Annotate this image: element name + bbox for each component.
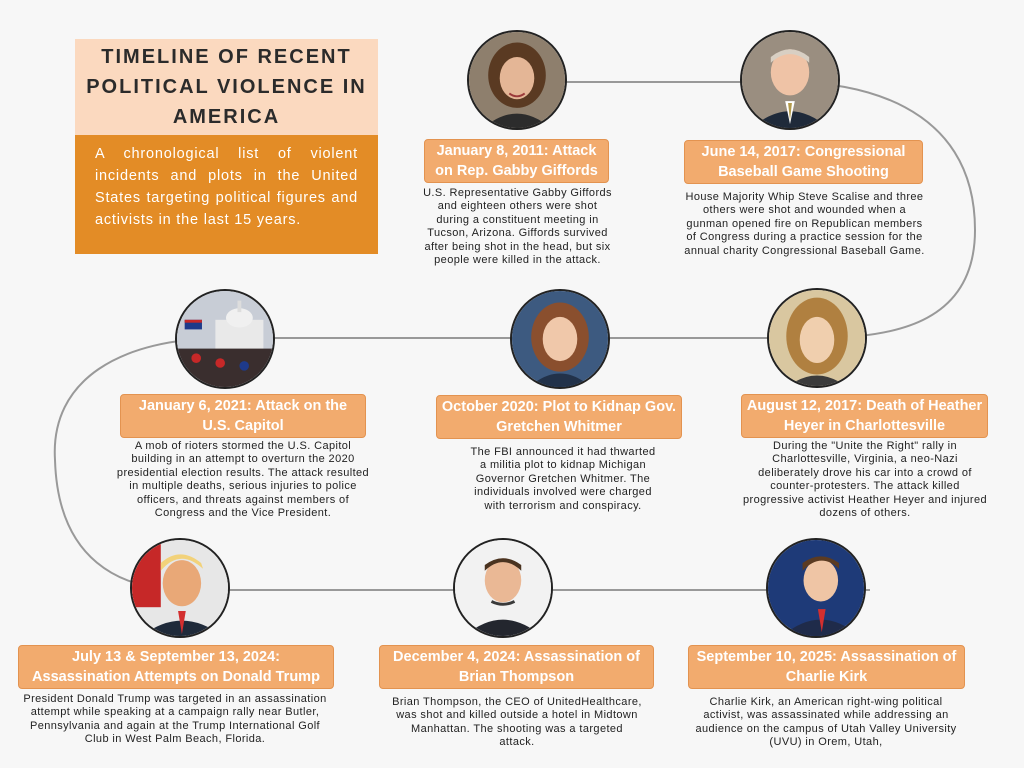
steve-scalise-photo bbox=[740, 30, 840, 130]
gabby-giffords-photo bbox=[467, 30, 567, 130]
us-capitol-photo bbox=[175, 289, 275, 389]
event-description-trump: President Donald Trump was targeted in an assassination attempt while speaking at a campaign rally near Butler, Pennsylvania and again at the Trump International Golf Club in West Palm Beach, Florida. bbox=[23, 693, 327, 746]
event-description-whitmer: The FBI announced it had thwarted a militia plot to kidnap Michigan Governor Gretchen Whitmer. The individuals involved were charged with terrorism and conspiracy. bbox=[470, 446, 656, 512]
event-heading-scalise: June 14, 2017: Congressional Baseball Game Shooting bbox=[684, 140, 923, 184]
event-heading-kirk: September 10, 2025: Assassination of Charlie Kirk bbox=[688, 645, 965, 689]
brian-thompson-photo bbox=[453, 538, 553, 638]
event-description-capitol: A mob of rioters stormed the U.S. Capitol building in an attempt to overturn the 2020 presidential election results. The attack resulted in multiple deaths, serious injuries to police officers, and threats against members of Congress and the Vice President. bbox=[116, 440, 370, 520]
event-heading-heyer: August 12, 2017: Death of Heather Heyer in Charlottesville bbox=[741, 394, 988, 438]
page-subtitle: A chronological list of violent incidents and plots in the United States targeting political figures and activists in the last 15 years. bbox=[95, 146, 358, 228]
title-box bbox=[75, 39, 378, 135]
event-description-scalise: House Majority Whip Steve Scalise and three others were shot and wounded when a gunman opened fire on Republican members of Congress during a practice session for the annual charity Congressional Baseball Game. bbox=[684, 191, 925, 257]
event-description-giffords: U.S. Representative Gabby Giffords and eighteen others were shot during a constituent meeting in Tucson, Arizona. Giffords survived after being shot in the head, but six people were killed in the attack. bbox=[423, 187, 612, 267]
event-description-heyer: During the "Unite the Right" rally in Charlottesville, Virginia, a neo-Nazi deliberately drove his car into a crowd of counter-protesters. The attack killed progressive activist Heather Heyer and injured dozens of others. bbox=[742, 440, 987, 520]
gretchen-whitmer-photo bbox=[510, 289, 610, 389]
charlie-kirk-photo bbox=[766, 538, 866, 638]
event-heading-capitol: January 6, 2021: Attack on the U.S. Capitol bbox=[120, 394, 366, 438]
heather-heyer-photo bbox=[767, 288, 867, 388]
event-heading-thompson: December 4, 2024: Assassination of Brian Thompson bbox=[379, 645, 654, 689]
subtitle-box bbox=[75, 135, 378, 254]
donald-trump-photo bbox=[130, 538, 230, 638]
event-heading-giffords: January 8, 2011: Attack on Rep. Gabby Giffords bbox=[424, 139, 609, 183]
event-heading-whitmer: October 2020: Plot to Kidnap Gov. Gretchen Whitmer bbox=[436, 395, 682, 439]
event-description-thompson: Brian Thompson, the CEO of UnitedHealthcare, was shot and killed outside a hotel in Midtown Manhattan. The shooting was a targeted attack. bbox=[392, 696, 642, 749]
event-description-kirk: Charlie Kirk, an American right-wing political activist, was assassinated while addressing an audience on the campus of Utah Valley University (UVU) in Orem, Utah, bbox=[695, 696, 957, 749]
page-title: TIMELINE OF RECENT POLITICAL VIOLENCE IN AMERICA bbox=[86, 46, 367, 128]
event-heading-trump: July 13 & September 13, 2024: Assassination Attempts on Donald Trump bbox=[18, 645, 334, 689]
